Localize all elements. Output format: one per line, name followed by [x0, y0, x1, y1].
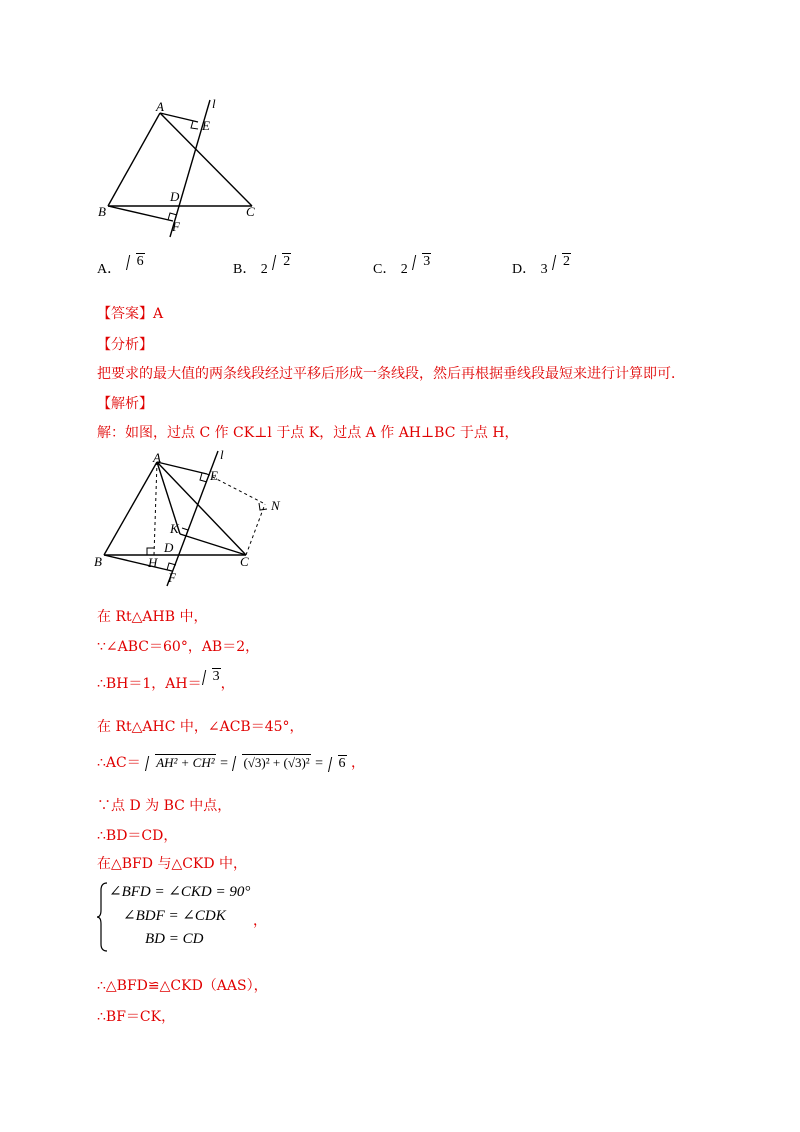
- step-4: 在 Rt△AHC 中，∠ACB＝45°，: [97, 719, 304, 735]
- label-l: l: [212, 96, 216, 111]
- step-2: ∵∠ABC＝60°，AB＝2，: [97, 639, 260, 655]
- label-F: F: [168, 570, 176, 585]
- option-d[interactable]: [512, 254, 571, 278]
- sqrt-6: 6: [328, 755, 347, 772]
- option-a-sqrt: 6: [126, 253, 145, 270]
- option-b-coef: 2: [260, 262, 268, 277]
- step-10: ∴BF＝CK，: [97, 1009, 176, 1025]
- answer-line: [97, 303, 163, 323]
- option-c[interactable]: [373, 254, 431, 278]
- solution-intro: 解：如图，过点 C 作 CK⊥l 于点 K，过点 A 作 AH⊥BC 于点 H，: [97, 425, 519, 441]
- step-3: ∴BH＝1，AH＝ 3，: [97, 669, 235, 692]
- option-d-coef: 3: [540, 262, 548, 277]
- label-E: E: [202, 118, 210, 133]
- answer-tag: 【答案】: [97, 306, 153, 322]
- label-C: C: [246, 204, 255, 219]
- option-c-sqrt: 3: [412, 253, 431, 270]
- equation-system-comma: ，: [253, 913, 267, 929]
- label-B: B: [94, 554, 102, 569]
- left-brace: [97, 882, 109, 952]
- solution-tag: 【解析】: [97, 396, 153, 412]
- segment-BF: [104, 555, 172, 571]
- option-b[interactable]: [233, 254, 291, 278]
- label-F: F: [172, 219, 180, 234]
- option-a-label: A．: [97, 262, 122, 277]
- option-d-label: D．: [512, 262, 537, 277]
- figure-1: [90, 95, 280, 240]
- option-d-sqrt: 2: [552, 253, 571, 270]
- step-8: 在△BFD 与△CKD 中，: [97, 856, 248, 872]
- label-H: H: [148, 555, 158, 570]
- equation-system: [97, 880, 297, 955]
- label-A: A: [156, 99, 164, 114]
- label-D: D: [164, 540, 174, 555]
- label-A: A: [153, 450, 161, 465]
- step-5: ∴AC＝ AH² + CH² = (√3)² + (√3)² = 6 ，: [97, 755, 365, 771]
- option-a[interactable]: [97, 254, 145, 278]
- step-1: 在 Rt△AHB 中，: [97, 609, 208, 625]
- equation-2: ∠BDF = ∠CDK: [123, 908, 226, 924]
- label-N: N: [271, 498, 280, 513]
- segment-CN: [246, 504, 265, 555]
- equation-1: ∠BFD = ∠CKD = 90°: [109, 884, 251, 900]
- segment-BF: [108, 206, 173, 221]
- label-C: C: [240, 554, 249, 569]
- segment-AE: [157, 462, 207, 474]
- segment-AB: [104, 462, 157, 555]
- option-b-label: B．: [233, 262, 257, 277]
- analysis-tag: 【分析】: [97, 337, 153, 353]
- sqrt-sum: (√3)² + (√3)²: [232, 754, 310, 771]
- step-9: ∴△BFD≌△CKD（AAS），: [97, 978, 268, 994]
- segment-AE: [160, 113, 198, 122]
- option-b-sqrt: 2: [272, 253, 291, 270]
- figure-2: [90, 448, 290, 588]
- right-angle-H: [147, 548, 154, 555]
- segment-AB: [108, 113, 160, 206]
- sqrt-ah2-ch2: AH² + CH²: [145, 754, 215, 771]
- label-E: E: [210, 468, 218, 483]
- label-B: B: [98, 204, 106, 219]
- sqrt-3: 3: [202, 668, 221, 685]
- step-6: ∵点 D 为 BC 中点，: [97, 798, 232, 814]
- label-l: l: [220, 448, 224, 462]
- step-7: ∴BD＝CD，: [97, 828, 178, 844]
- answer-value: A: [153, 306, 164, 322]
- analysis-text: 把要求的最大值的两条线段经过平移后形成一条线段，然后再根据垂线段最短来进行计算即可．: [97, 366, 685, 382]
- option-c-coef: 2: [400, 262, 408, 277]
- equation-3: BD = CD: [145, 931, 204, 947]
- option-c-label: C．: [373, 262, 397, 277]
- label-K: K: [170, 521, 179, 536]
- segment-AH: [154, 462, 157, 555]
- label-D: D: [170, 189, 180, 204]
